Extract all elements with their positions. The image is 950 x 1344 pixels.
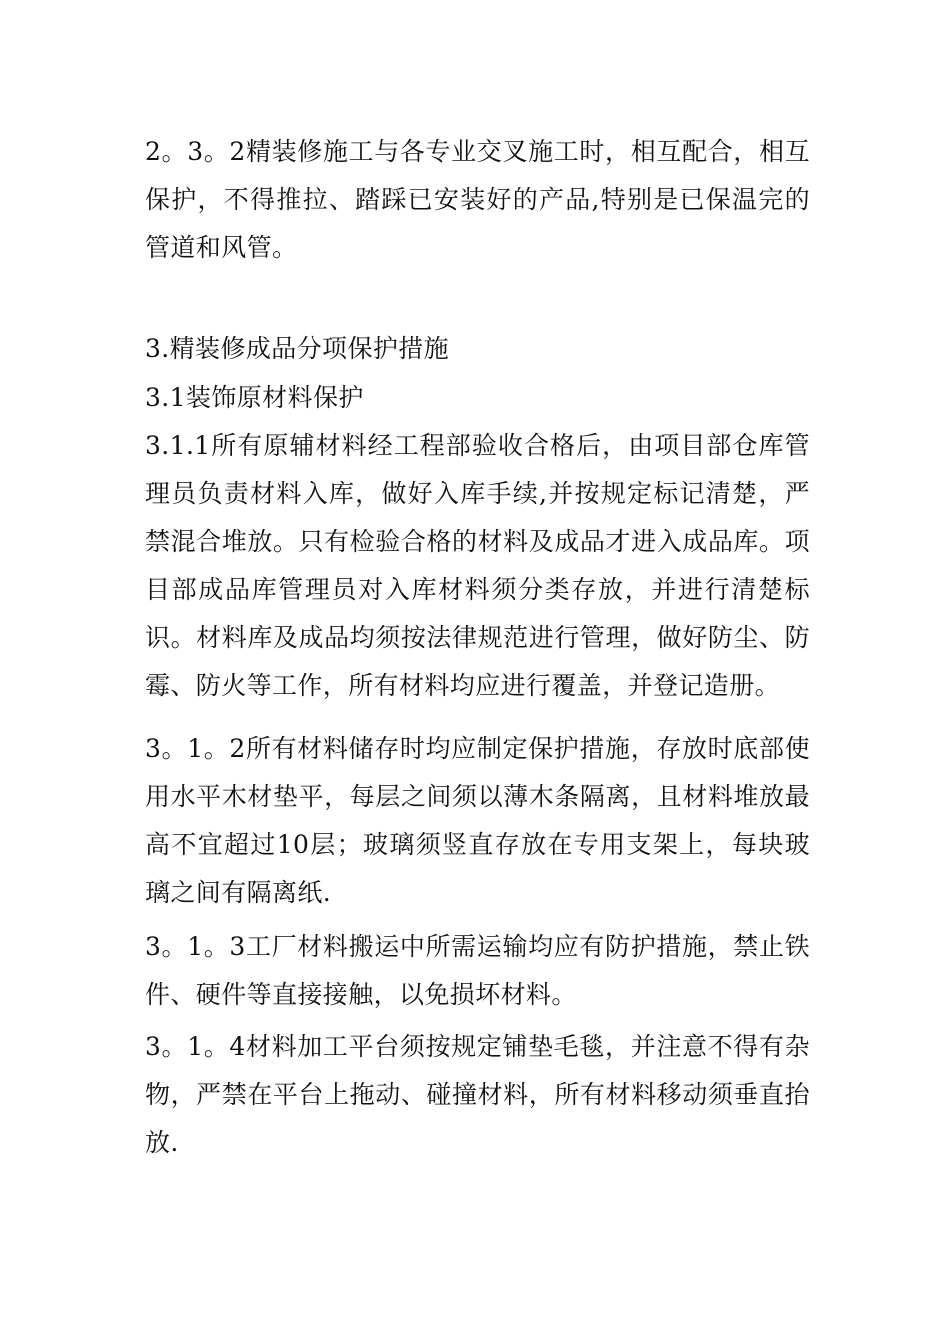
paragraph-3-1-4: 3。1。4材料加工平台须按规定铺垫毛毯，并注意不得有杂物，严禁在平台上拖动、碰撞材料，所有材料移动须垂直抬放. [145, 1032, 810, 1157]
paragraph-2-3-2: 2。3。2精装修施工与各专业交叉施工时，相互配合，相互保护，不得推拉、踏踩已安装好的产品,特别是已保温完的管道和风管。 [145, 137, 810, 262]
paragraph-3-1-3: 3。1。3工厂材料搬运中所需运输均应有防护措施，禁止铁件、硬件等直接接触，以免损坏材料。 [145, 932, 810, 1009]
paragraph-3-1-1: 3.1.1所有原辅材料经工程部验收合格后，由项目部仓库管理员负责材料入库，做好入库手续,并按规定标记清楚，严禁混合堆放。只有检验合格的材料及成品才进入成品库。项目部成品库管理员对入库材料须分类存放，并进行清楚标识。材料库及成品均须按法律规范进行管理，做好防尘、防霉、防火等工作，所有材料均应进行覆盖，并登记造册。 [145, 431, 810, 700]
section-heading-3-1: 3.1装饰原材料保护 [145, 383, 364, 412]
section-heading-3: 3.精装修成品分项保护措施 [145, 334, 450, 363]
paragraph-3-1-2: 3。1。2所有材料储存时均应制定保护措施，存放时底部使用水平木材垫平，每层之间须以薄木条隔离，且材料堆放最高不宜超过10层；玻璃须竖直存放在专用支架上，每块玻璃之间有隔离纸. [145, 734, 810, 907]
